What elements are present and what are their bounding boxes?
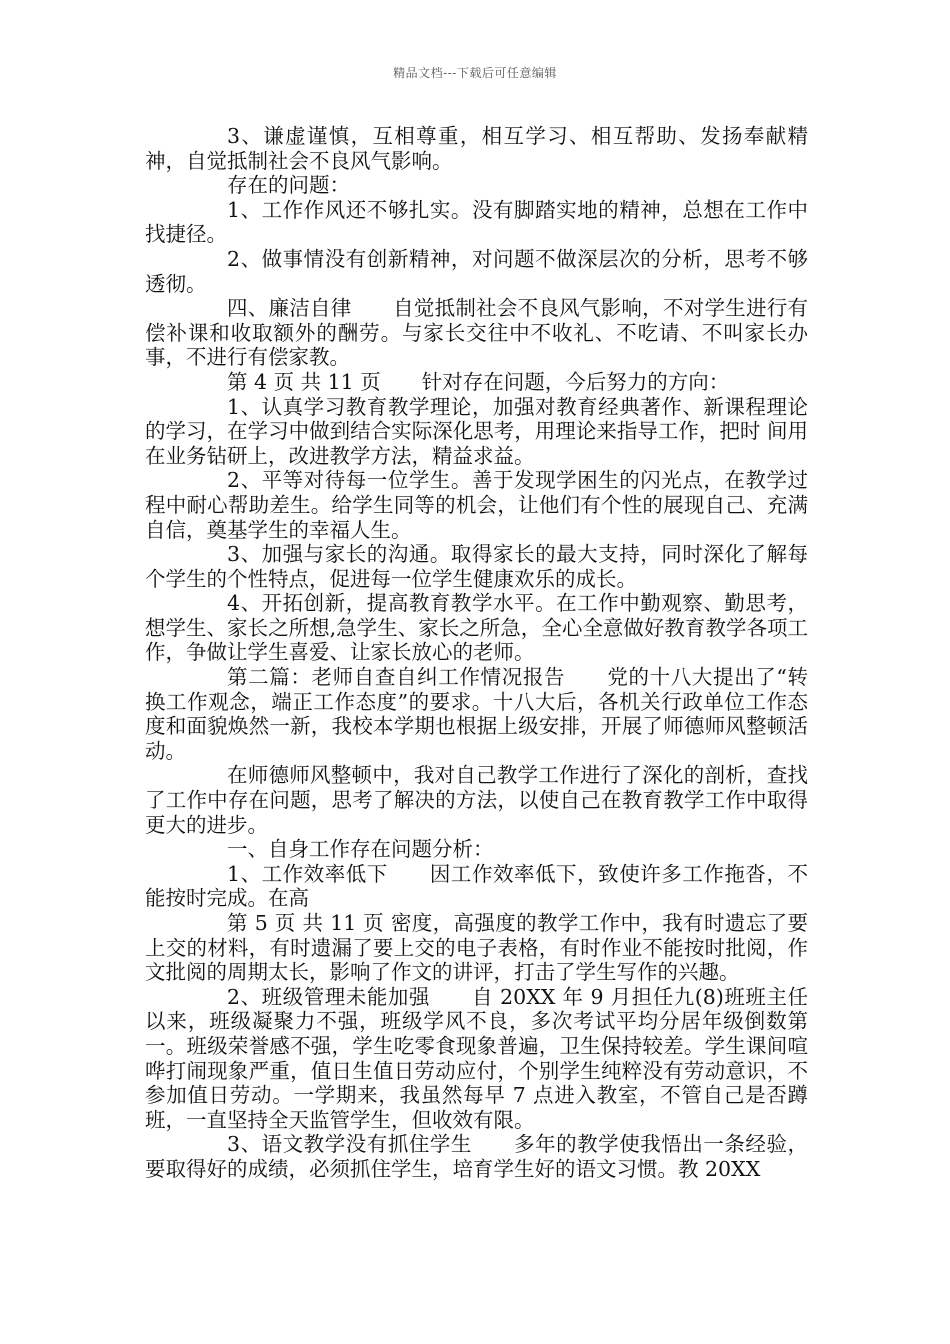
- paragraph: 3、谦虚谨慎，互相尊重，相互学习、相互帮助、发扬奉献精神，自觉抵制社会不良风气影响。: [145, 124, 808, 173]
- paragraph: 2、班级管理未能加强 自 20XX 年 9 月担任九(8)班班主任以来，班级凝聚力不强，班级学风不良，多次考试平均分居年级倒数第一。班级荣誉感不强，学生吃零食现象普遍，卫生保持较差。学生课间喧哗打闹现象严重，值日生值日劳动应付，个别学生纯粹没有劳动意识，不参加值日劳动。一学期来，我虽然每早 7 点进入教室，不管自己是否蹲班，一直坚持全天监管学生，但收效有限。: [145, 984, 808, 1132]
- paragraph: 存在的问题：: [227, 173, 350, 198]
- paragraph: 在师德师风整顿中，我对自己教学工作进行了深化的剖析，查找了工作中存在问题，思考了解决的方法，以使自己在教育教学工作中取得更大的进步。: [145, 763, 808, 837]
- paragraph: 第二篇：老师自查自纠工作情况报告 党的十八大提出了“转换工作观念，端正工作态度”的要求。十八大后，各机关行政单位工作态度和面貌焕然一新，我校本学期也根据上级安排，开展了师德师风整顿活动。: [145, 665, 808, 763]
- paragraph: 2、平等对待每一位学生。善于发现学困生的闪光点，在教学过程中耐心帮助差生。给学生同等的机会，让他们有个性的展现自己、充满自信，奠基学生的幸福人生。: [145, 468, 808, 542]
- paragraph: 第 5 页 共 11 页 密度，高强度的教学工作中，我有时遗忘了要上交的材料，有时遗漏了要上交的电子表格，有时作业不能按时批阅，作文批阅的周期太长，影响了作文的讲评，打击了学生写作的兴趣。: [145, 911, 808, 985]
- paragraph: 第 4 页 共 11 页 针对存在问题，今后努力的方向：: [227, 369, 730, 394]
- paragraph: 3、语文教学没有抓住学生 多年的教学使我悟出一条经验，要取得好的成绩，必须抓住学生，培育学生好的语文习惯。教 20XX: [145, 1132, 808, 1181]
- paragraph: 四、廉洁自律 自觉抵制社会不良风气影响，不对学生进行有偿补课和收取额外的酬劳。与家长交往中不收礼、不吃请、不叫家长办事，不进行有偿家教。: [145, 296, 808, 370]
- paragraph: 4、开拓创新，提高教育教学水平。在工作中勤观察、勤思考，想学生、家长之所想,急学生、家长之所急，全心全意做好教育教学各项工作，争做让学生喜爱、让家长放心的老师。: [145, 591, 808, 665]
- paragraph: 3、加强与家长的沟通。取得家长的最大支持，同时深化了解每个学生的个性特点，促进每一位学生健康欢乐的成长。: [145, 542, 808, 591]
- document-body: [145, 124, 808, 1182]
- paragraph: 一、自身工作存在问题分析：: [227, 837, 494, 862]
- paragraph: 2、做事情没有创新精神，对问题不做深层次的分析，思考不够透彻。: [145, 246, 808, 296]
- paragraph: 1、工作作风还不够扎实。没有脚踏实地的精神，总想在工作中找捷径。: [145, 197, 808, 247]
- page-header: 精品文档---下载后可任意编辑: [393, 66, 557, 80]
- paragraph: 1、工作效率低下 因工作效率低下，致使许多工作拖沓，不能按时完成。在高: [145, 861, 808, 911]
- paragraph: 1、认真学习教育教学理论，加强对教育经典著作、新课程理论的学习，在学习中做到结合实际深化思考，用理论来指导工作，把时 间用在业务钻研上，改进教学方法，精益求益。: [145, 394, 808, 468]
